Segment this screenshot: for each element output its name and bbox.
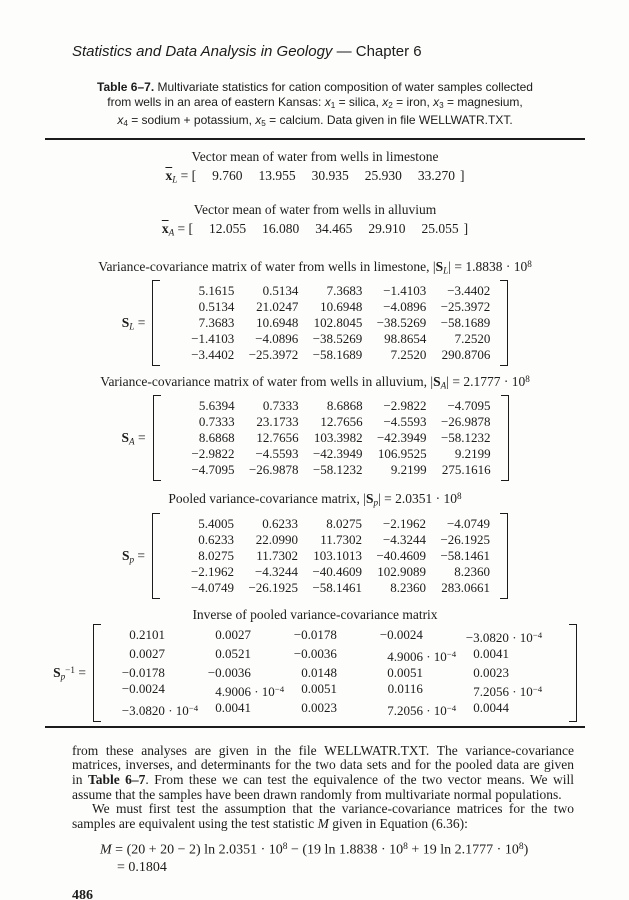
matrix-cell: −0.0024 xyxy=(121,680,165,696)
matrix-cell: −58.1232 xyxy=(312,462,363,478)
caption-line: Table 6–7. Multivariate statistics for cation composition of water samples collected xyxy=(97,80,533,94)
matrix-cell: 0.0041 xyxy=(215,699,251,715)
section-title: Variance-covariance matrix of water from wells in alluvium, $|SA| = 2.1777 \cdot 10^8$ xyxy=(100,374,530,391)
matrix-cell: −0.0036 xyxy=(207,664,251,680)
matrix-cell: 12.7656 xyxy=(320,414,363,430)
matrix-cell: 11.7302 xyxy=(256,547,299,563)
matrix-sp xyxy=(45,513,585,599)
matrix-cell: −26.1925 xyxy=(440,531,491,547)
table-body xyxy=(45,149,585,722)
matrix-row xyxy=(109,680,543,700)
vector-values xyxy=(192,168,465,183)
matrix-cell: −4.3244 xyxy=(382,531,427,547)
vector-value: 25.930 xyxy=(364,168,402,184)
matrix-rows xyxy=(160,513,500,599)
left-bracket xyxy=(93,624,101,722)
matrix-cell: −58.1461 xyxy=(440,547,491,563)
table-bottom-rule xyxy=(45,726,585,728)
matrix-row xyxy=(171,462,491,478)
matrix-cell: 0.0116 xyxy=(387,680,423,696)
vector-open-bracket: [ xyxy=(188,221,194,237)
vector-value: 30.935 xyxy=(311,168,349,184)
matrix-cell: 8.2360 xyxy=(454,563,491,579)
matrix-cell: −4.0896 xyxy=(255,331,299,347)
matrix-cell: 10.6948 xyxy=(256,315,299,331)
matrix-row xyxy=(170,347,490,363)
matrix-row xyxy=(170,564,490,580)
matrix-cell: −0.0178 xyxy=(293,626,337,642)
vector-value: 9.760 xyxy=(212,168,243,184)
matrix-cell: 22.0990 xyxy=(255,531,299,547)
matrix-row xyxy=(170,315,490,331)
matrix-cell: 8.0275 xyxy=(198,547,235,563)
matrix-cell: −4.3244 xyxy=(254,563,299,579)
matrix-row xyxy=(109,646,539,665)
matrix-cell: 102.9089 xyxy=(377,563,427,579)
left-bracket xyxy=(153,395,161,481)
matrix-cell: 106.9525 xyxy=(377,446,427,462)
matrix-cell: −25.3972 xyxy=(440,299,491,315)
matrix-sa xyxy=(45,395,585,481)
matrix-cell: −42.3949 xyxy=(376,430,427,446)
matrix-cell: 103.3982 xyxy=(313,430,363,446)
section-title: Vector mean of water from wells in limestone xyxy=(191,149,439,165)
matrix-row xyxy=(171,398,491,414)
matrix-cell: 8.6868 xyxy=(326,398,363,414)
matrix-cell: −4.0749 xyxy=(190,579,235,595)
body-paragraph-1: from these analyses are given in the file WELLWATR.TXT. The variance-covariance matrices, inverses, and determinants for the two data sets and for the pooled data are given in Table 6–7. From these we can test the equivalence of the two vector means. We will assume that the samples have been drawn randomly from multivariate normal populations. xyxy=(72,742,574,802)
vector-value: 12.055 xyxy=(209,221,247,237)
vector-value: 13.955 xyxy=(258,168,296,184)
matrix-cell: 275.1616 xyxy=(441,462,491,478)
matrix-cell: 23.1733 xyxy=(256,414,299,430)
matrix-label: SL = xyxy=(121,314,146,332)
matrix-cell: −42.3949 xyxy=(312,446,363,462)
matrix-cell: 5.6394 xyxy=(198,398,235,414)
matrix-cell: −26.9878 xyxy=(248,462,299,478)
matrix-cell: 0.0044 xyxy=(473,699,509,715)
matrix-cell: 290.8706 xyxy=(441,347,491,363)
matrix-cell: 5.1615 xyxy=(198,283,235,299)
matrix-cell: −0.0036 xyxy=(293,645,337,661)
matrix-cell: 0.0521 xyxy=(215,645,251,661)
matrix-cell: −4.5593 xyxy=(383,414,427,430)
body-text xyxy=(72,744,574,832)
matrix-sl xyxy=(45,280,585,366)
matrix-row xyxy=(109,626,543,646)
matrix-cell: 102.8045 xyxy=(313,315,363,331)
matrix-cell: −4.5593 xyxy=(255,446,299,462)
matrix-cell: −0.0178 xyxy=(121,664,165,680)
page-number: 486 xyxy=(72,887,93,900)
matrix-cell: 0.6233 xyxy=(262,515,299,531)
matrix-row xyxy=(171,446,491,462)
matrix-cell: 0.0027 xyxy=(215,626,251,642)
left-bracket xyxy=(152,513,160,599)
matrix-cell: 8.2360 xyxy=(390,579,427,595)
matrix-cell: 5.4005 xyxy=(198,515,235,531)
table-top-rule xyxy=(45,138,585,140)
matrix-cell: 0.0051 xyxy=(387,664,423,680)
matrix-cell: 12.7656 xyxy=(256,430,299,446)
matrix-rows xyxy=(161,395,501,481)
matrix-cell: $7.2056 \cdot 10^{-4}$ xyxy=(473,683,543,699)
matrix-cell: −4.7095 xyxy=(191,462,235,478)
matrix-cell: 0.5134 xyxy=(198,299,235,315)
matrix-cell: 0.7333 xyxy=(198,414,235,430)
vector-open-bracket: [ xyxy=(191,168,197,184)
matrix-cell: −40.4609 xyxy=(376,547,427,563)
vector-close-bracket: ] xyxy=(460,168,465,184)
matrix-label: SA = xyxy=(121,430,146,447)
right-bracket xyxy=(569,624,577,722)
equation-m-statistic xyxy=(100,839,629,875)
matrix-cell: 0.0023 xyxy=(301,699,337,715)
vector-value: 34.465 xyxy=(315,221,353,237)
matrix-cell: 7.2520 xyxy=(390,347,427,363)
inverse-pooled-matrix-section xyxy=(45,607,585,722)
vector-mean-limestone xyxy=(45,167,585,188)
matrix-cell: −4.0896 xyxy=(383,299,427,315)
matrix-cell: 0.0041 xyxy=(473,645,509,661)
table-caption xyxy=(45,80,585,131)
equation-line-1: M = (20 + 20 − 2) $\ln 2.0351 \cdot 10^8 - (19$ $\ln 1.8838 \cdot 10^8 + 19$ $\ln 2.1777 \cdot 10^8$) xyxy=(100,842,529,858)
running-head: Statistics and Data Analysis in Geology — Chapter 6 xyxy=(72,43,422,60)
matrix-cell: 21.0247 xyxy=(256,299,299,315)
section-title: Variance-covariance matrix of water from wells in limestone, $|SL| = 1.8838 \cdot 10^8$ xyxy=(98,258,532,276)
matrix-cell: $7.2056 \cdot 10^{-4}$ xyxy=(387,702,457,718)
matrix-cell: −58.1689 xyxy=(312,347,363,363)
matrix-cell: −4.7095 xyxy=(447,398,491,414)
matrix-row xyxy=(171,430,491,446)
section-title: Vector mean of water from wells in alluvium xyxy=(193,202,437,218)
matrix-rows xyxy=(101,624,569,722)
matrix-sp-inverse xyxy=(45,624,585,722)
caption-line: from wells in an area of eastern Kansas: x1 = silica, x2 = iron, x3 = magnesium, xyxy=(107,95,523,111)
vector-label: $\overline{x}L$ = xyxy=(165,168,192,185)
matrix-cell: 0.5134 xyxy=(262,283,299,299)
matrix-row xyxy=(170,516,490,532)
matrix-row xyxy=(170,532,490,548)
matrix-cell: 8.0275 xyxy=(326,515,363,531)
matrix-cell: 283.0661 xyxy=(441,579,491,595)
matrix-row xyxy=(109,700,539,719)
section-title: Pooled variance-covariance matrix, $|Sp| = 2.0351 \cdot 10^8$ xyxy=(168,491,462,508)
right-bracket xyxy=(501,395,509,481)
matrix-cell: 103.1013 xyxy=(313,547,363,563)
vector-value: 16.080 xyxy=(262,221,300,237)
matrix-cell: −1.4103 xyxy=(383,283,427,299)
matrix-cell: 0.0027 xyxy=(129,645,165,661)
matrix-row xyxy=(170,283,490,299)
matrix-cell: −4.0749 xyxy=(446,515,491,531)
matrix-cell: −40.4609 xyxy=(312,563,363,579)
section-title: Inverse of pooled variance-covariance matrix xyxy=(192,606,438,622)
matrix-cell: −0.0024 xyxy=(379,626,423,642)
left-bracket xyxy=(152,280,160,366)
matrix-cell: −2.1962 xyxy=(190,563,235,579)
matrix-cell: −58.1232 xyxy=(440,430,491,446)
matrix-cell: $4.9006 \cdot 10^{-4}$ xyxy=(387,648,457,664)
body-paragraph-2: We must first test the assumption that the variance-covariance matrices for the two samples are equivalent using the test statistic M given in Equation (6.36): xyxy=(72,801,574,831)
matrix-cell: 9.2199 xyxy=(390,462,427,478)
matrix-cell: 11.7302 xyxy=(320,531,363,547)
matrix-cell: −58.1689 xyxy=(440,315,491,331)
vector-close-bracket: ] xyxy=(463,221,469,237)
vector-mean-alluvium xyxy=(45,220,585,241)
matrix-row xyxy=(170,299,490,315)
matrix-cell: −2.9822 xyxy=(383,398,427,414)
matrix-cell: 0.2101 xyxy=(129,626,165,642)
vector-label: $\overline{x}A$ = xyxy=(161,221,189,238)
matrix-cell: $-3.0820 \cdot 10^{-4}$ xyxy=(121,702,199,718)
matrix-row xyxy=(109,665,539,681)
matrix-row xyxy=(170,331,490,347)
matrix-cell: −38.5269 xyxy=(376,315,427,331)
covariance-matrix-limestone-section xyxy=(45,257,585,366)
matrix-rows xyxy=(160,280,500,366)
matrix-cell: 10.6948 xyxy=(320,299,363,315)
matrix-cell: −2.9822 xyxy=(191,446,235,462)
covariance-matrix-alluvium-section xyxy=(45,372,585,481)
vector-value: 25.055 xyxy=(421,221,459,237)
matrix-row xyxy=(170,580,490,596)
matrix-row xyxy=(170,548,490,564)
matrix-cell: −1.4103 xyxy=(191,331,235,347)
caption-line: x4 = sodium + potassium, x5 = calcium. Data given in file WELLWATR.TXT. xyxy=(117,113,513,129)
vector-value: 29.910 xyxy=(368,221,406,237)
matrix-cell: 7.2520 xyxy=(454,331,491,347)
matrix-cell: −26.1925 xyxy=(248,579,299,595)
matrix-cell: −38.5269 xyxy=(312,331,363,347)
right-bracket xyxy=(500,280,508,366)
matrix-cell: 7.3683 xyxy=(326,283,363,299)
pooled-covariance-matrix-section xyxy=(45,489,585,598)
matrix-cell: 9.2199 xyxy=(454,446,491,462)
matrix-cell: 98.8654 xyxy=(384,331,427,347)
matrix-cell: 7.3683 xyxy=(198,315,235,331)
right-bracket xyxy=(500,513,508,599)
matrix-cell: −3.4402 xyxy=(447,283,491,299)
matrix-label: $Sp^{-1}$ = xyxy=(53,664,86,681)
vector-mean-alluvium-section xyxy=(45,202,585,241)
matrix-cell: −25.3972 xyxy=(248,347,299,363)
vector-mean-limestone-section xyxy=(45,149,585,188)
matrix-cell: 0.0051 xyxy=(301,680,337,696)
equation-line-2: = 0.1804 xyxy=(117,859,167,875)
matrix-label: Sp = xyxy=(121,547,146,564)
matrix-cell: $4.9006 \cdot 10^{-4}$ xyxy=(215,683,285,699)
matrix-cell: 0.6233 xyxy=(198,531,235,547)
matrix-cell: 8.6868 xyxy=(198,430,235,446)
matrix-cell: −3.4402 xyxy=(191,347,235,363)
matrix-cell: −26.9878 xyxy=(440,414,491,430)
matrix-cell: 0.0148 xyxy=(301,664,337,680)
matrix-cell: $-3.0820 \cdot 10^{-4}$ xyxy=(465,629,543,645)
matrix-cell: 0.7333 xyxy=(262,398,299,414)
matrix-row xyxy=(171,414,491,430)
vector-values xyxy=(189,221,469,236)
matrix-cell: 0.0023 xyxy=(473,664,509,680)
matrix-cell: −58.1461 xyxy=(312,579,363,595)
vector-value: 33.270 xyxy=(417,168,456,184)
matrix-cell: −2.1962 xyxy=(382,515,427,531)
